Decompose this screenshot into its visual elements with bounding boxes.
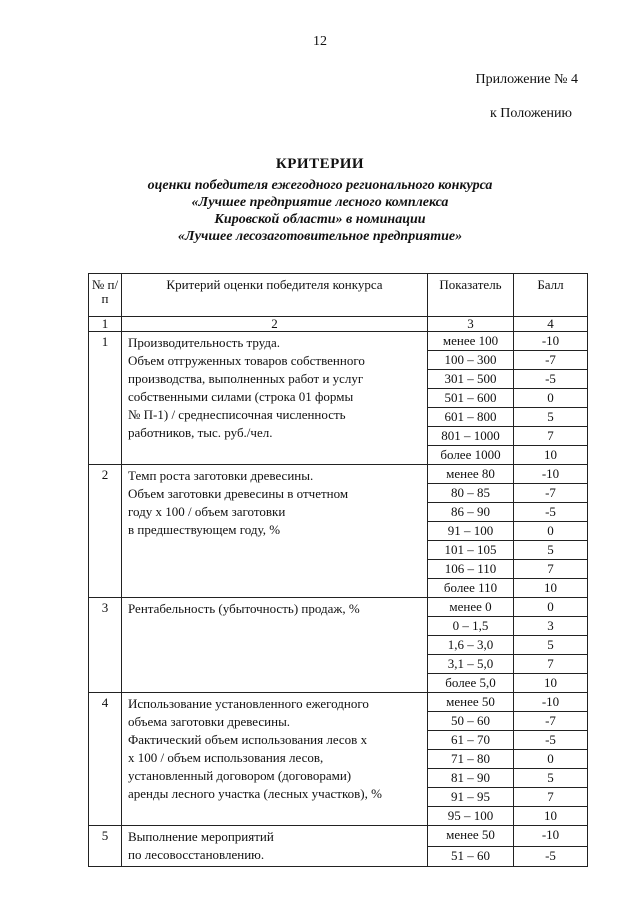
score-cell: -10 (514, 465, 588, 484)
indicator-cell: менее 50 (428, 693, 514, 712)
score-cell: -10 (514, 693, 588, 712)
criterion-line: Использование установленного ежегодного (128, 696, 369, 711)
score-cell: -7 (514, 484, 588, 503)
score-cell: 10 (514, 579, 588, 598)
header-criterion: Критерий оценки победителя конкурса (122, 274, 428, 317)
column-number: 2 (122, 317, 428, 332)
criterion-line: № П-1) / среднесписочная численность (128, 407, 346, 422)
indicator-cell: 101 – 105 (428, 541, 514, 560)
criterion-line: Рентабельность (убыточность) продаж, % (128, 601, 360, 616)
score-cell: 5 (514, 769, 588, 788)
indicator-cell: 100 – 300 (428, 351, 514, 370)
title-line: «Лучшее предприятие лесного комплекса (191, 195, 449, 210)
criterion-line: аренды лесного участка (лесных участков), % (128, 786, 382, 801)
criterion-line: в предшествующем году, % (128, 522, 281, 537)
indicator-cell: менее 100 (428, 332, 514, 351)
indicator-cell: 71 – 80 (428, 750, 514, 769)
indicator-cell: 801 – 1000 (428, 427, 514, 446)
criterion-line: году х 100 / объем заготовки (128, 504, 286, 519)
indicator-cell: более 110 (428, 579, 514, 598)
indicator-cell: 51 – 60 (428, 846, 514, 867)
score-cell: -5 (514, 503, 588, 522)
score-cell: 10 (514, 674, 588, 693)
criterion-cell (122, 465, 428, 598)
score-cell: -5 (514, 846, 588, 867)
title-main: КРИТЕРИИ (275, 156, 365, 172)
column-number-row (89, 317, 588, 332)
score-cell: 0 (514, 598, 588, 617)
score-cell: 5 (514, 541, 588, 560)
criterion-line: Темп роста заготовки древесины. (128, 468, 314, 483)
score-cell: -7 (514, 351, 588, 370)
score-cell: 5 (514, 636, 588, 655)
score-cell: 0 (514, 750, 588, 769)
score-cell: -5 (514, 731, 588, 750)
score-cell: 7 (514, 655, 588, 674)
table-row (89, 693, 588, 712)
indicator-cell: менее 0 (428, 598, 514, 617)
table-body (89, 332, 588, 867)
column-number: 1 (89, 317, 122, 332)
indicator-cell: 91 – 95 (428, 788, 514, 807)
table-row (89, 332, 588, 351)
criterion-line: собственными силами (строка 01 формы (128, 389, 354, 404)
criterion-line: Объем заготовки древесины в отчетном (128, 486, 349, 501)
indicator-cell: 1,6 – 3,0 (428, 636, 514, 655)
criterion-line: производства, выполненных работ и услуг (128, 371, 364, 386)
indicator-cell: 501 – 600 (428, 389, 514, 408)
header-num: № п/п (89, 274, 122, 317)
score-cell: -10 (514, 826, 588, 847)
score-cell: 7 (514, 427, 588, 446)
indicator-cell: 50 – 60 (428, 712, 514, 731)
criterion-line: объема заготовки древесины. (128, 714, 291, 729)
indicator-cell: 95 – 100 (428, 807, 514, 826)
score-cell: 10 (514, 807, 588, 826)
score-cell: -5 (514, 370, 588, 389)
score-cell: 7 (514, 560, 588, 579)
row-number: 2 (89, 465, 122, 598)
document-title (0, 156, 640, 245)
column-number: 4 (514, 317, 588, 332)
row-number: 5 (89, 826, 122, 867)
criterion-cell (122, 598, 428, 693)
score-cell: 10 (514, 446, 588, 465)
indicator-cell: 301 – 500 (428, 370, 514, 389)
row-number: 1 (89, 332, 122, 465)
criterion-line: Производительность труда. (128, 335, 280, 350)
row-number: 3 (89, 598, 122, 693)
indicator-cell: 601 – 800 (428, 408, 514, 427)
criterion-line: работников, тыс. руб./чел. (128, 425, 273, 440)
annex-subtitle: к Положению (489, 106, 572, 121)
criterion-line: Выполнение мероприятий (128, 829, 274, 844)
criteria-table (88, 273, 588, 867)
header-indicator: Показатель (428, 274, 514, 317)
table-row (89, 465, 588, 484)
indicator-cell: 91 – 100 (428, 522, 514, 541)
score-cell: 3 (514, 617, 588, 636)
indicator-cell: 81 – 90 (428, 769, 514, 788)
indicator-cell: менее 80 (428, 465, 514, 484)
score-cell: 0 (514, 522, 588, 541)
indicator-cell: более 1000 (428, 446, 514, 465)
header-score: Балл (514, 274, 588, 317)
indicator-cell: 86 – 90 (428, 503, 514, 522)
indicator-cell: более 5,0 (428, 674, 514, 693)
criterion-line: по лесовосстановлению. (128, 847, 265, 862)
score-cell: 5 (514, 408, 588, 427)
indicator-cell: 0 – 1,5 (428, 617, 514, 636)
criterion-cell (122, 693, 428, 826)
page-number: 12 (313, 34, 327, 49)
indicator-cell: 106 – 110 (428, 560, 514, 579)
table-row (89, 826, 588, 847)
indicator-cell: менее 50 (428, 826, 514, 847)
criterion-line: установленный договором (договорами) (128, 768, 352, 783)
score-cell: -10 (514, 332, 588, 351)
score-cell: 0 (514, 389, 588, 408)
annex-title: Приложение № 4 (475, 72, 578, 87)
criterion-line: х 100 / объем использования лесов, (128, 750, 324, 765)
criterion-cell (122, 332, 428, 465)
row-number: 4 (89, 693, 122, 826)
title-line: оценки победителя ежегодного регионального конкурса (147, 178, 493, 193)
indicator-cell: 80 – 85 (428, 484, 514, 503)
indicator-cell: 61 – 70 (428, 731, 514, 750)
score-cell: 7 (514, 788, 588, 807)
title-line: «Лучшее лесозаготовительное предприятие» (177, 229, 463, 244)
score-cell: -7 (514, 712, 588, 731)
table-header-row (89, 274, 588, 317)
criterion-line: Фактический объем использования лесов х (128, 732, 368, 747)
title-line: Кировской области» в номинации (214, 212, 426, 227)
indicator-cell: 3,1 – 5,0 (428, 655, 514, 674)
table-row (89, 598, 588, 617)
criterion-cell (122, 826, 428, 867)
column-number: 3 (428, 317, 514, 332)
criterion-line: Объем отгруженных товаров собственного (128, 353, 365, 368)
